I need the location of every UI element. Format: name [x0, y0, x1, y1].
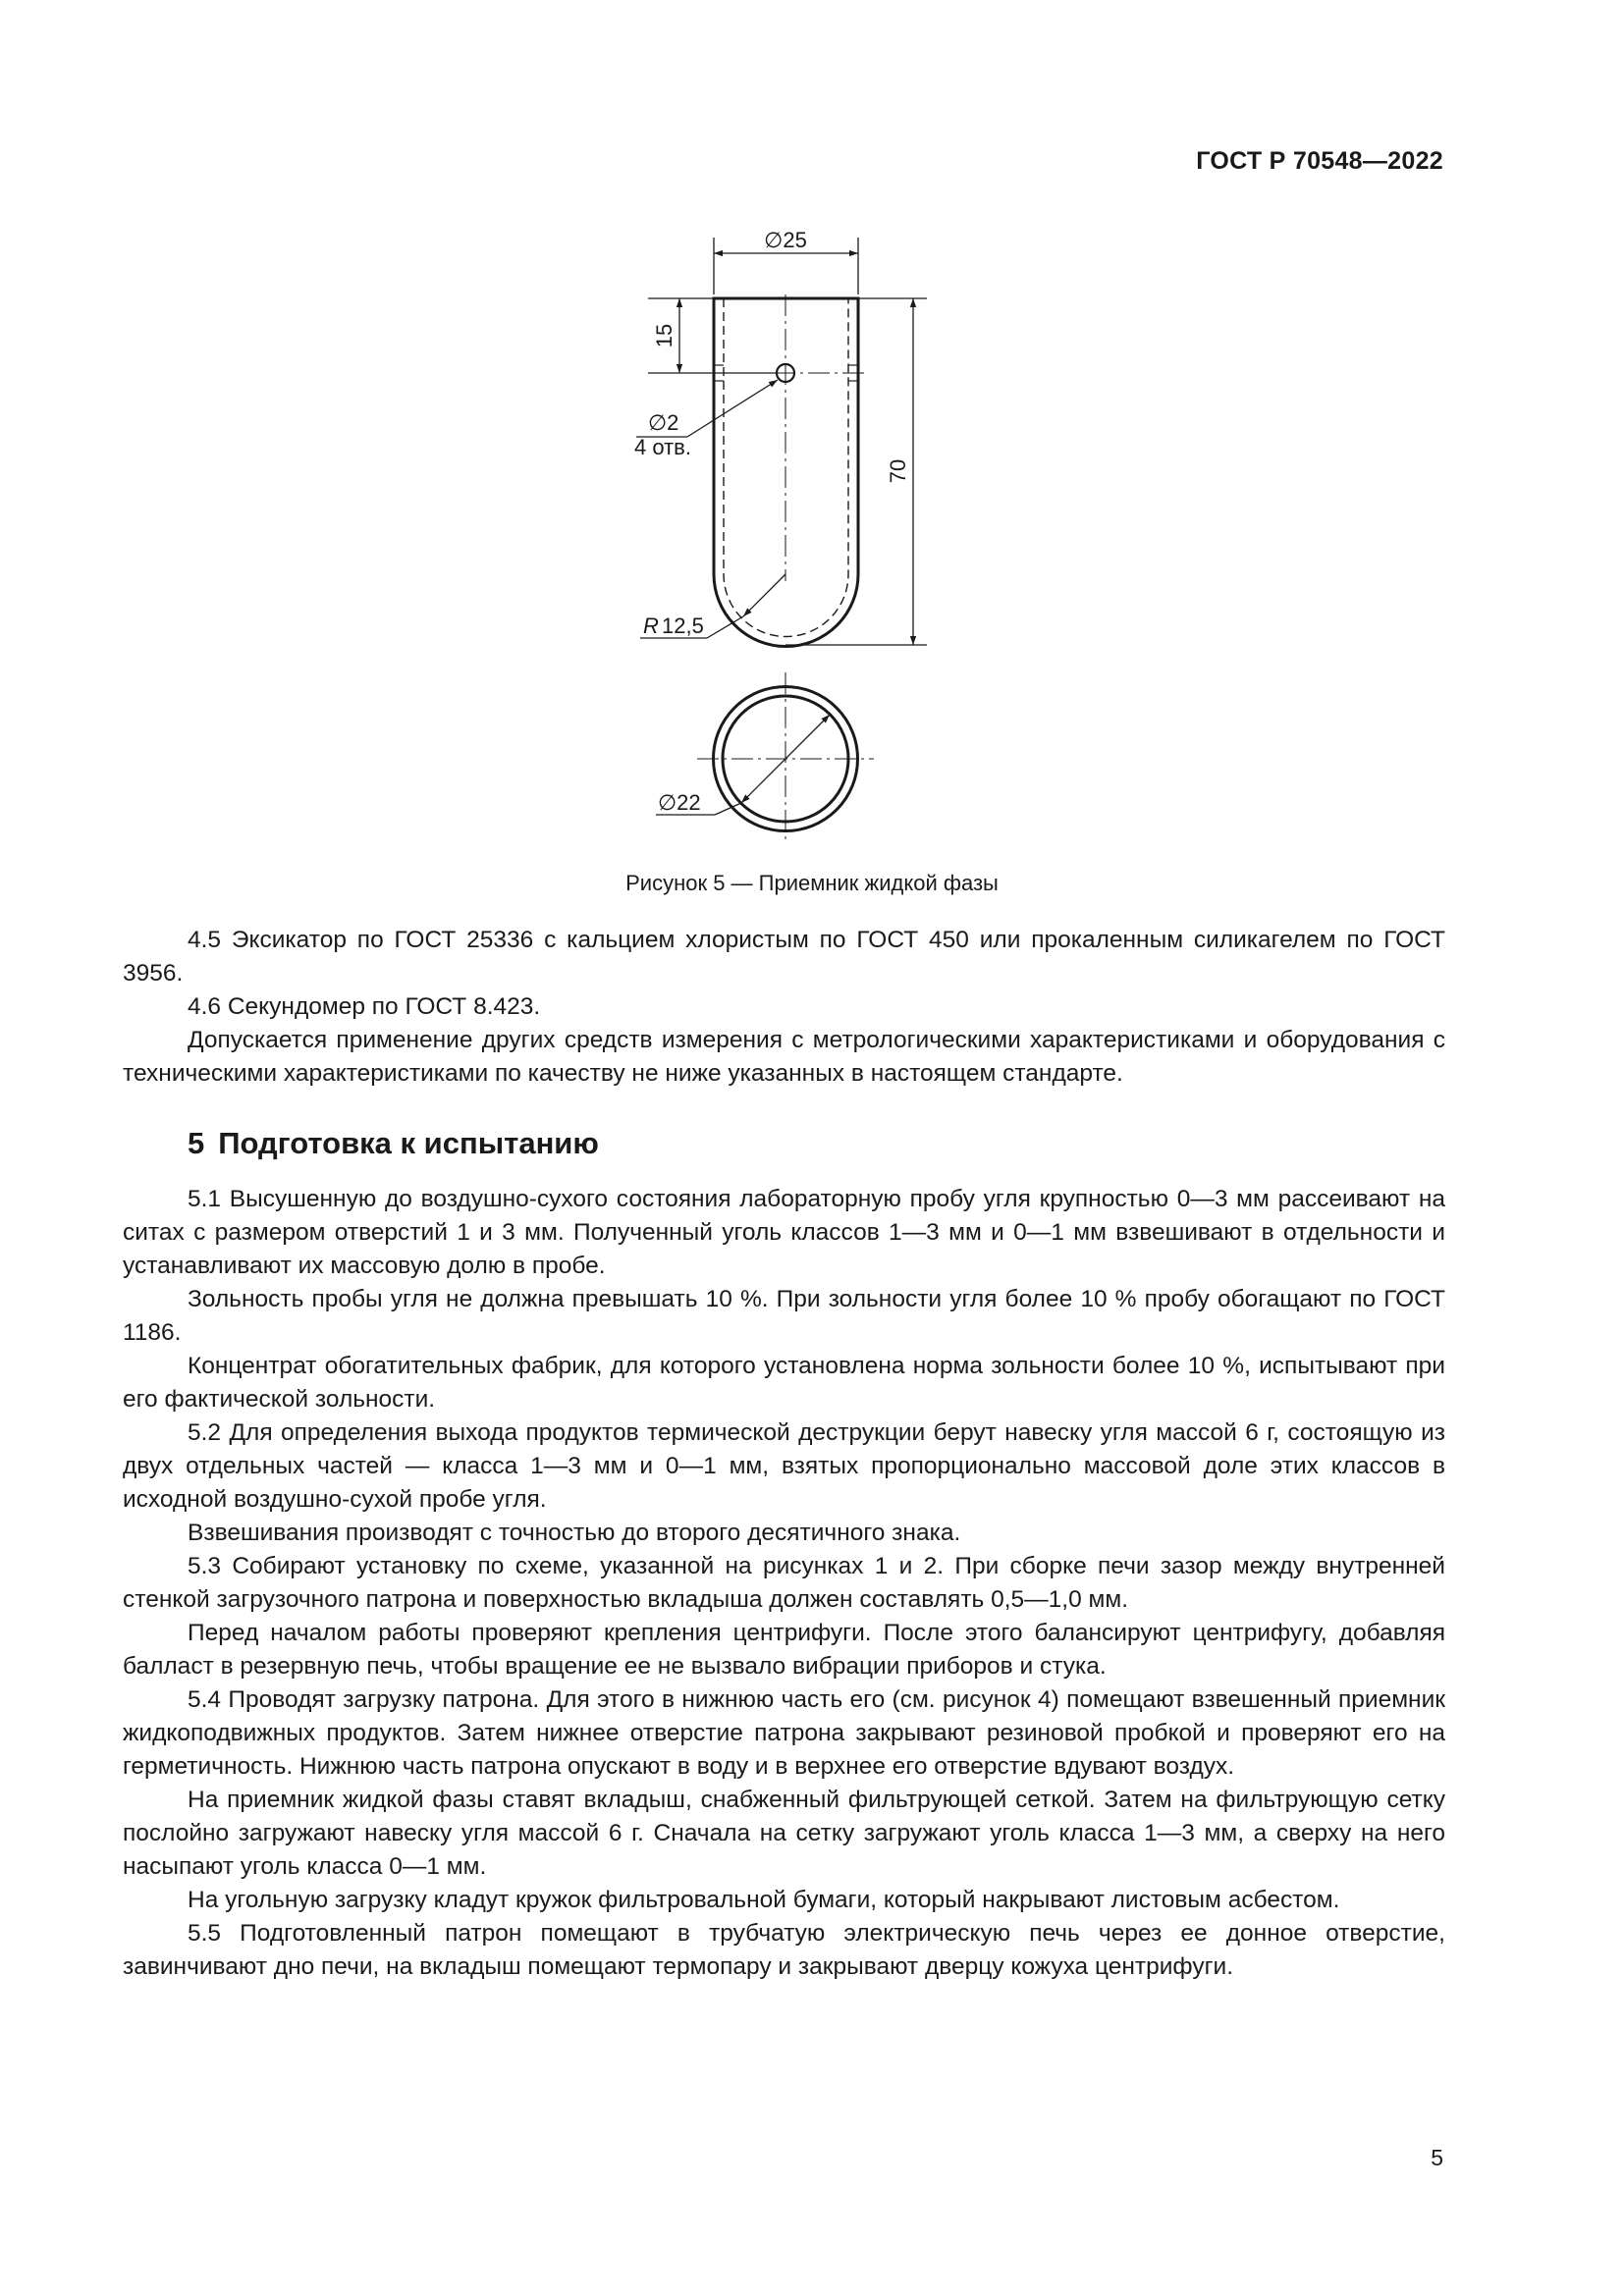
paragraph: Концентрат обогатительных фабрик, для которого установлена норма зольности более 10 %, испытывают при его фактической зольности. — [123, 1353, 1445, 1413]
figure-caption: Рисунок 5 — Приемник жидкой фазы — [625, 871, 999, 895]
paragraph: 5.3 Собирают установку по схеме, указанной на рисунках 1 и 2. При сборке печи зазор между внутренней стенкой загрузочного патрона и поверхностью вкладыша должен составлять 0,5—1,0 мм. — [123, 1553, 1445, 1613]
paragraph: Перед началом работы проверяют крепления центрифуги. После этого балансируют центрифугу, добавляя балласт в резервную печь, чтобы вращение ее не вызвало вибрации приборов и стука. — [123, 1620, 1445, 1680]
paragraph: 5.5 Подготовленный патрон помещают в трубчатую электрическую печь через ее донное отверстие, завинчивают дно печи, на вкладыш помещают термопару и закрывают дверцу кожуха центрифуги. — [123, 1920, 1445, 1980]
body-text — [123, 924, 1445, 1984]
paragraph: 5.4 Проводят загрузку патрона. Для этого в нижнюю часть его (см. рисунок 4) помещают взвешенный приемник жидкоподвижных продуктов. Затем нижнее отверстие патрона закрывают резиновой пробкой и проверяют его на герметичность. Нижнюю часть патрона опускают в воду и в верхнее его отверстие вдувают воздух. — [123, 1686, 1445, 1780]
section-number: 5 — [188, 1126, 205, 1160]
top-height-dimension — [648, 298, 776, 373]
paragraph: 4.6 Секундомер по ГОСТ 8.423. — [188, 993, 541, 1020]
paragraph: На приемник жидкой фазы ставят вкладыш, снабженный фильтрующей сеткой. Затем на фильтрующую сетку послойно загружают навеску угля массой 6 г. Сначала на сетку загружают уголь класса 1—3 мм, а сверху на него насыпают уголь класса 0—1 мм. — [123, 1787, 1445, 1880]
receiver-drawing-svg — [589, 211, 1001, 839]
paragraph: 4.5 Эксикатор по ГОСТ 25336 с кальцием хлористым по ГОСТ 450 или прокаленным силикагелем по ГОСТ 3956. — [123, 927, 1445, 987]
page-number: 5 — [1431, 2145, 1443, 2170]
paragraph: Взвешивания производят с точностью до второго десятичного знака. — [188, 1520, 961, 1546]
radius-dimension — [640, 574, 785, 638]
section-heading — [123, 1124, 1445, 1163]
outer-diameter-label: ∅25 — [764, 228, 807, 252]
hole-count-label: 4 отв. — [634, 435, 691, 459]
radius-value: 12,5 — [662, 614, 704, 638]
inner-diameter-label: ∅22 — [658, 790, 701, 815]
paragraph: Допускается применение других средств измерения с метрологическими характеристиками и оборудования с техническими характеристиками по качеству не ниже указанных в настоящем стандарте. — [123, 1027, 1445, 1087]
document-header: ГОСТ Р 70548—2022 — [1196, 147, 1443, 175]
outer-diameter-dimension — [714, 228, 858, 294]
paragraph: Зольность пробы угля не должна превышать 10 %. При зольности угля более 10 % пробу обогащают по ГОСТ 1186. — [123, 1286, 1445, 1346]
hole-dimension — [634, 380, 778, 459]
radius-prefix: R — [643, 614, 659, 638]
top-height-label: 15 — [652, 323, 677, 348]
receiver-top-view — [656, 672, 874, 839]
paragraph: На угольную загрузку кладут кружок фильтровальной бумаги, который накрывают листовым асбестом. — [188, 1887, 1340, 1913]
section-title: Подготовка к испытанию — [218, 1126, 599, 1160]
receiver-side-view — [705, 294, 868, 647]
paragraph: 5.2 Для определения выхода продуктов термической деструкции берут навеску угля массой 6 г, состоящую из двух отдельных частей — класса 1—3 мм и 0—1 мм, взятых пропорционально массовой доле этих классов в исходной воздушно-сухой пробе угля. — [123, 1419, 1445, 1513]
hole-diameter-label: ∅2 — [648, 410, 679, 435]
total-height-label: 70 — [886, 458, 910, 484]
paragraph: 5.1 Высушенную до воздушно-сухого состояния лабораторную пробу угля крупностью 0—3 мм рассеивают на ситах с размером отверстий 1 и 3 мм. Полученный уголь классов 1—3 мм и 0—1 мм взвешивают в отдельности и устанавливают их массовую долю в пробе. — [123, 1186, 1445, 1279]
figure-5-drawing — [589, 211, 1001, 839]
